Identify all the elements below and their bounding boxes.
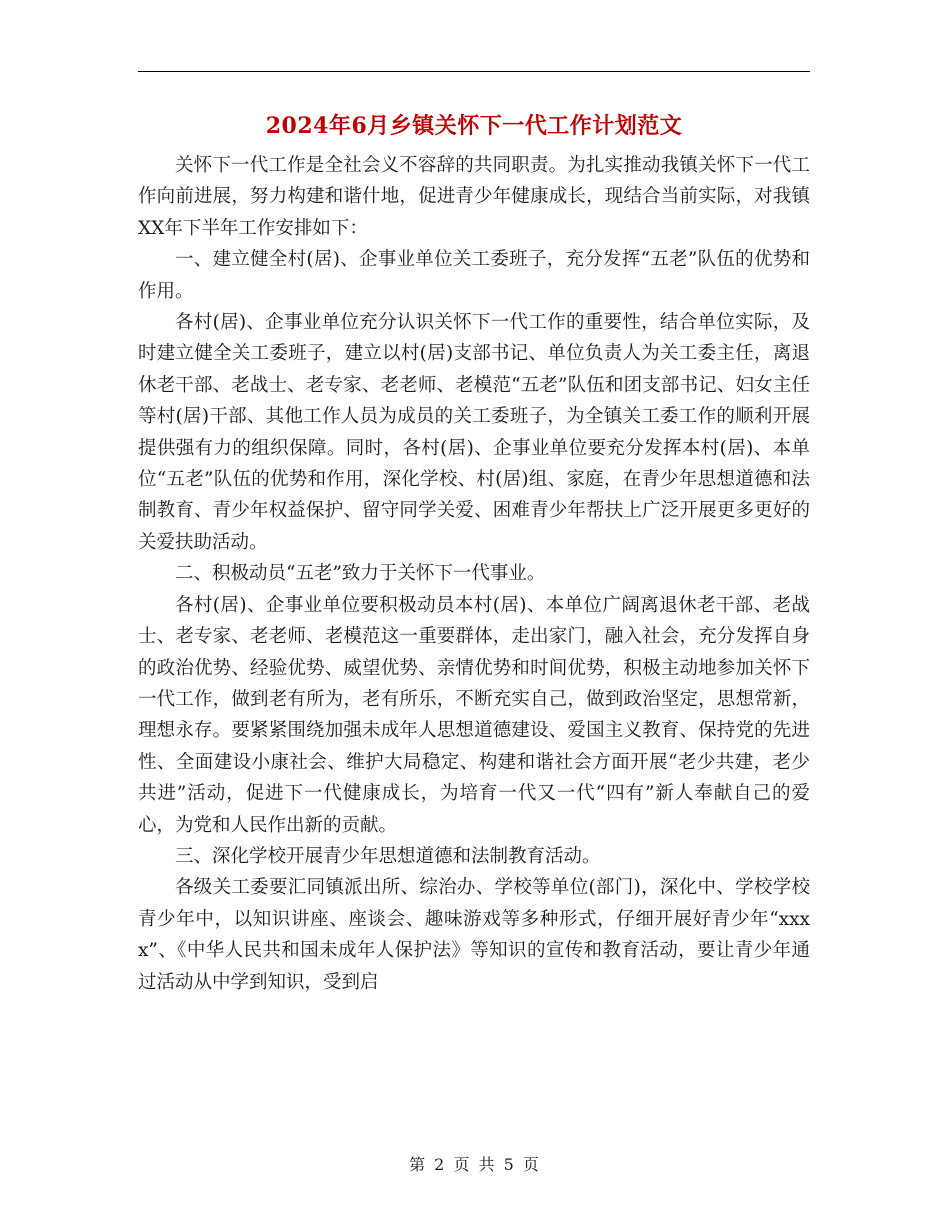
paragraph-section-2: 各村(居)、企事业单位要积极动员本村(居)、本单位广阔离退休老干部、老战士、老专家、老老师、老模范这一重要群体，走出家门，融入社会，充分发挥自身的政治优势、经验优势、威望优势、亲情优势和时间优势，积极主动地参加关怀下一代工作，做到老有所为，老有所乐，不断充实自己，做到政治坚定，思想常新，理想永存。要紧紧围绕加强未成年人思想道德建设、爱国主义教育、保持党的先进性、全面建设小康社会、维护大局稳定、构建和谐社会方面开展“老少共建，老少共进”活动，促进下一代健康成长，为培育一代又一代“四有”新人奉献自己的爱心，为党和人民作出新的贡献。 [138,594,810,836]
document-title: 2024年6月乡镇关怀下一代工作计划范文 [265,113,683,139]
section-heading-2: 二、积极动员“五老”致力于关怀下一代事业。 [175,563,546,585]
section-heading-1: 一、建立健全村(居)、企事业单位关工委班子，充分发挥“五老”队伍的优势和作用。 [138,249,810,302]
page-number-label: 第 2 页 共 5 页 [409,1155,541,1174]
paragraph-intro: 关怀下一代工作是全社会义不容辞的共同职责。为扎实推动我镇关怀下一代工作向前进展，努力构建和谐什地，促进青少年健康成长，现结合当前实际，对我镇XX年下半年工作安排如下： [138,155,810,239]
document-body [138,150,810,998]
paragraph-section-1: 各村(居)、企事业单位充分认识关怀下一代工作的重要性，结合单位实际，及时建立健全关工委班子，建立以村(居)支部书记、单位负责人为关工委主任，离退休老干部、老战士、老专家、老老师、老模范“五老”队伍和团支部书记、妇女主任等村(居)干部、其他工作人员为成员的关工委班子，为全镇关工委工作的顺利开展提供强有力的组织保障。同时，各村(居)、企事业单位要充分发挥本村(居)、本单位“五老”队伍的优势和作用，深化学校、村(居)组、家庭，在青少年思想道德和法制教育、青少年权益保护、留守同学关爱、困难青少年帮扶上广泛开展更多更好的关爱扶助活动。 [138,312,810,553]
section-heading-3: 三、深化学校开展青少年思想道德和法制教育活动。 [175,845,601,867]
header-rule [138,71,810,72]
paragraph-section-3: 各级关工委要汇同镇派出所、综治办、学校等单位(部门)，深化中、学校学校青少年中，以知识讲座、座谈会、趣味游戏等多种形式，仔细开展好青少年“xxxx”、《中华人民共和国未成年人保护法》等知识的宣传和教育活动，要让青少年通过活动从中学到知识，受到启 [138,877,810,993]
page-footer [0,1153,950,1177]
